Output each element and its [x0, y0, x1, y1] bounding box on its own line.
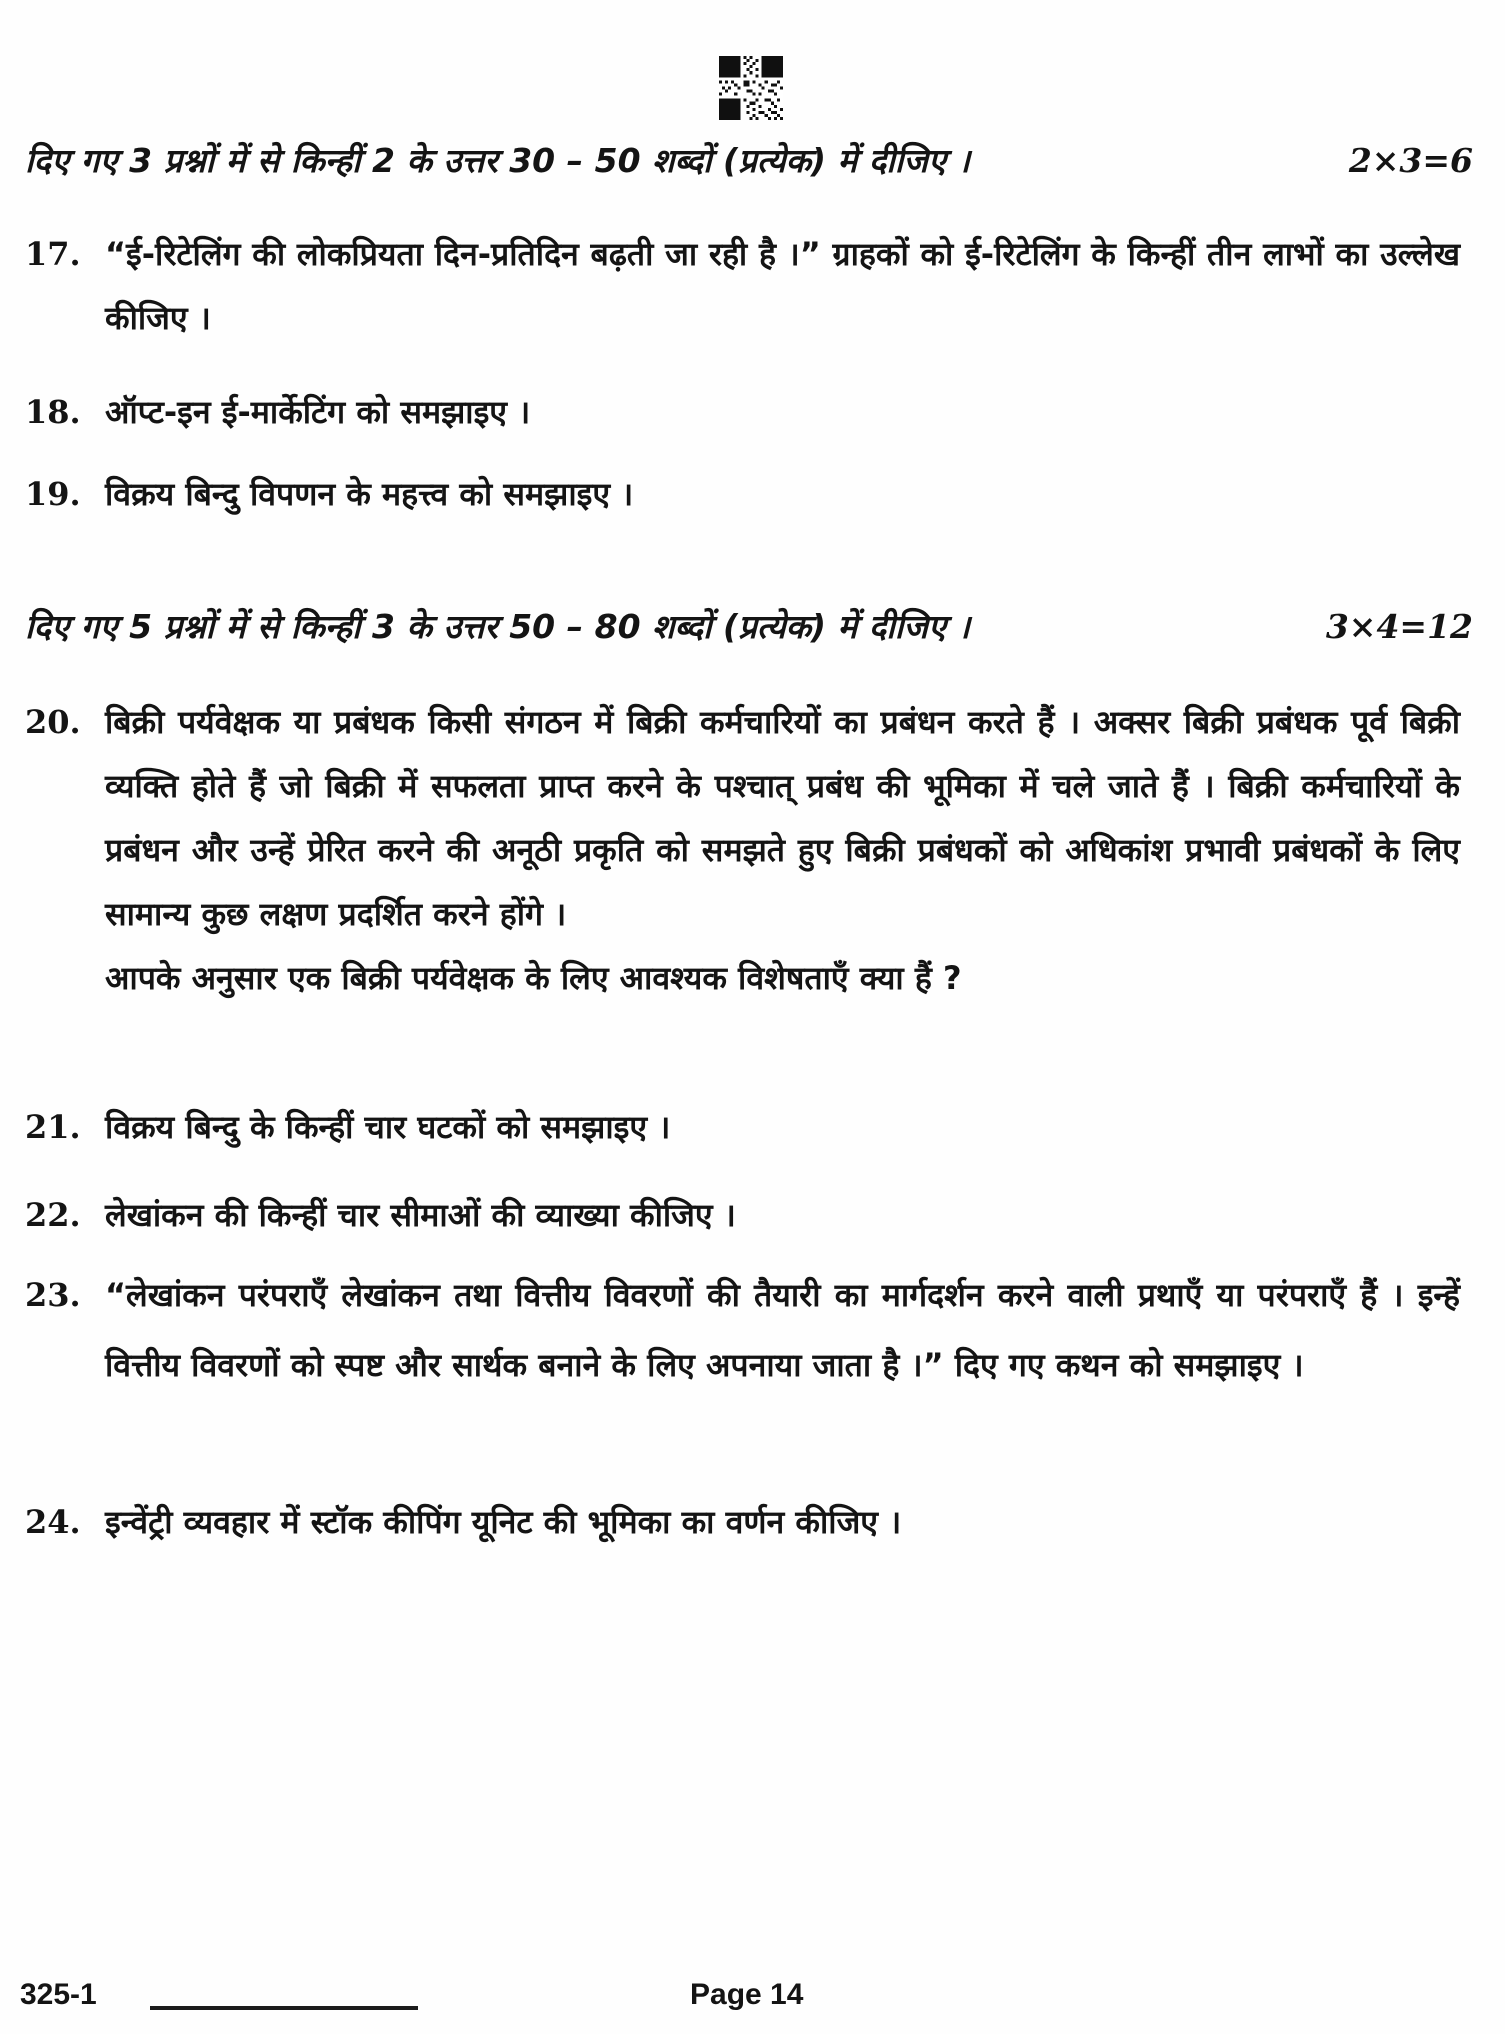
question-17-number: 17. — [25, 235, 81, 273]
question-23-number: 23. — [25, 1276, 81, 1314]
question-20-text — [105, 690, 1460, 1010]
qr-code-icon — [719, 56, 783, 120]
question-18-number: 18. — [25, 393, 81, 431]
footer-divider-line — [150, 2006, 418, 2010]
section-2-marks: 3×4=12 — [1325, 607, 1473, 646]
question-21-text: विक्रय बिन्दु के किन्हीं चार घटकों को समझाइए । — [105, 1108, 671, 1146]
question-22-text: लेखांकन की किन्हीं चार सीमाओं की व्याख्या कीजिए । — [105, 1196, 736, 1234]
paper-code: 325-1 — [20, 1978, 97, 2011]
question-21-number: 21. — [25, 1108, 81, 1146]
section-2-instruction: दिए गए 5 प्रश्नों में से किन्हीं 3 के उत्तर 50 – 80 शब्दों (प्रत्येक) में दीजिए । — [25, 607, 971, 646]
question-19 — [25, 462, 1460, 526]
question-20-number: 20. — [25, 703, 81, 741]
page-number: Page 14 — [690, 1978, 804, 2011]
question-23-text: “लेखांकन परंपराएँ लेखांकन तथा वित्तीय विवरणों की तैयारी का मार्गदर्शन करने वाली प्रथाएँ या परंपराएँ हैं । इन्हें वित्तीय विवरणों को स्पष्ट और सार्थक बनाने के लिए अपनाया जाता है ।” दिए गए कथन को समझाइए । — [105, 1276, 1460, 1384]
question-24-text: इन्वेंट्री व्यवहार में स्टॉक कीपिंग यूनिट की भूमिका का वर्णन कीजिए । — [105, 1503, 902, 1541]
question-17 — [25, 222, 1460, 350]
section-1-instruction-row — [25, 136, 1473, 186]
question-19-number: 19. — [25, 475, 81, 513]
question-23 — [25, 1260, 1460, 1400]
question-20-subquestion: आपके अनुसार एक बिक्री पर्यवेक्षक के लिए आवश्यक विशेषताएँ क्या हैं ? — [105, 959, 962, 997]
question-22-number: 22. — [25, 1196, 81, 1234]
section-1-marks: 2×3=6 — [1348, 141, 1473, 180]
question-22 — [25, 1183, 1460, 1247]
question-17-text: “ई-रिटेलिंग की लोकप्रियता दिन-प्रतिदिन बढ़ती जा रही है ।” ग्राहकों को ई-रिटेलिंग के किन्हीं तीन लाभों का उल्लेख कीजिए । — [105, 235, 1460, 337]
question-21 — [25, 1095, 1460, 1159]
question-24-number: 24. — [25, 1503, 81, 1541]
question-19-text: विक्रय बिन्दु विपणन के महत्त्व को समझाइए । — [105, 475, 634, 513]
section-1-instruction: दिए गए 3 प्रश्नों में से किन्हीं 2 के उत्तर 30 – 50 शब्दों (प्रत्येक) में दीजिए । — [25, 141, 971, 180]
question-24 — [25, 1490, 1460, 1554]
question-18-text: ऑप्ट-इन ई-मार्केटिंग को समझाइए । — [105, 393, 531, 431]
question-18 — [25, 380, 1460, 444]
section-2-instruction-row — [25, 602, 1473, 652]
question-20-body: बिक्री पर्यवेक्षक या प्रबंधक किसी संगठन में बिक्री कर्मचारियों का प्रबंधन करते हैं । अक्सर बिक्री प्रबंधक पूर्व बिक्री व्यक्ति होते हैं जो बिक्री में सफलता प्राप्त करने के पश्चात् प्रबंध की भूमिका में चले जाते हैं । बिक्री कर्मचारियों के प्रबंधन और उन्हें प्रेरित करने की अनूठी प्रकृति को समझते हुए बिक्री प्रबंधकों को अधिकांश प्रभावी प्रबंधकों के लिए सामान्य कुछ लक्षण प्रदर्शित करने होंगे । — [105, 703, 1460, 933]
question-20 — [25, 690, 1460, 1010]
